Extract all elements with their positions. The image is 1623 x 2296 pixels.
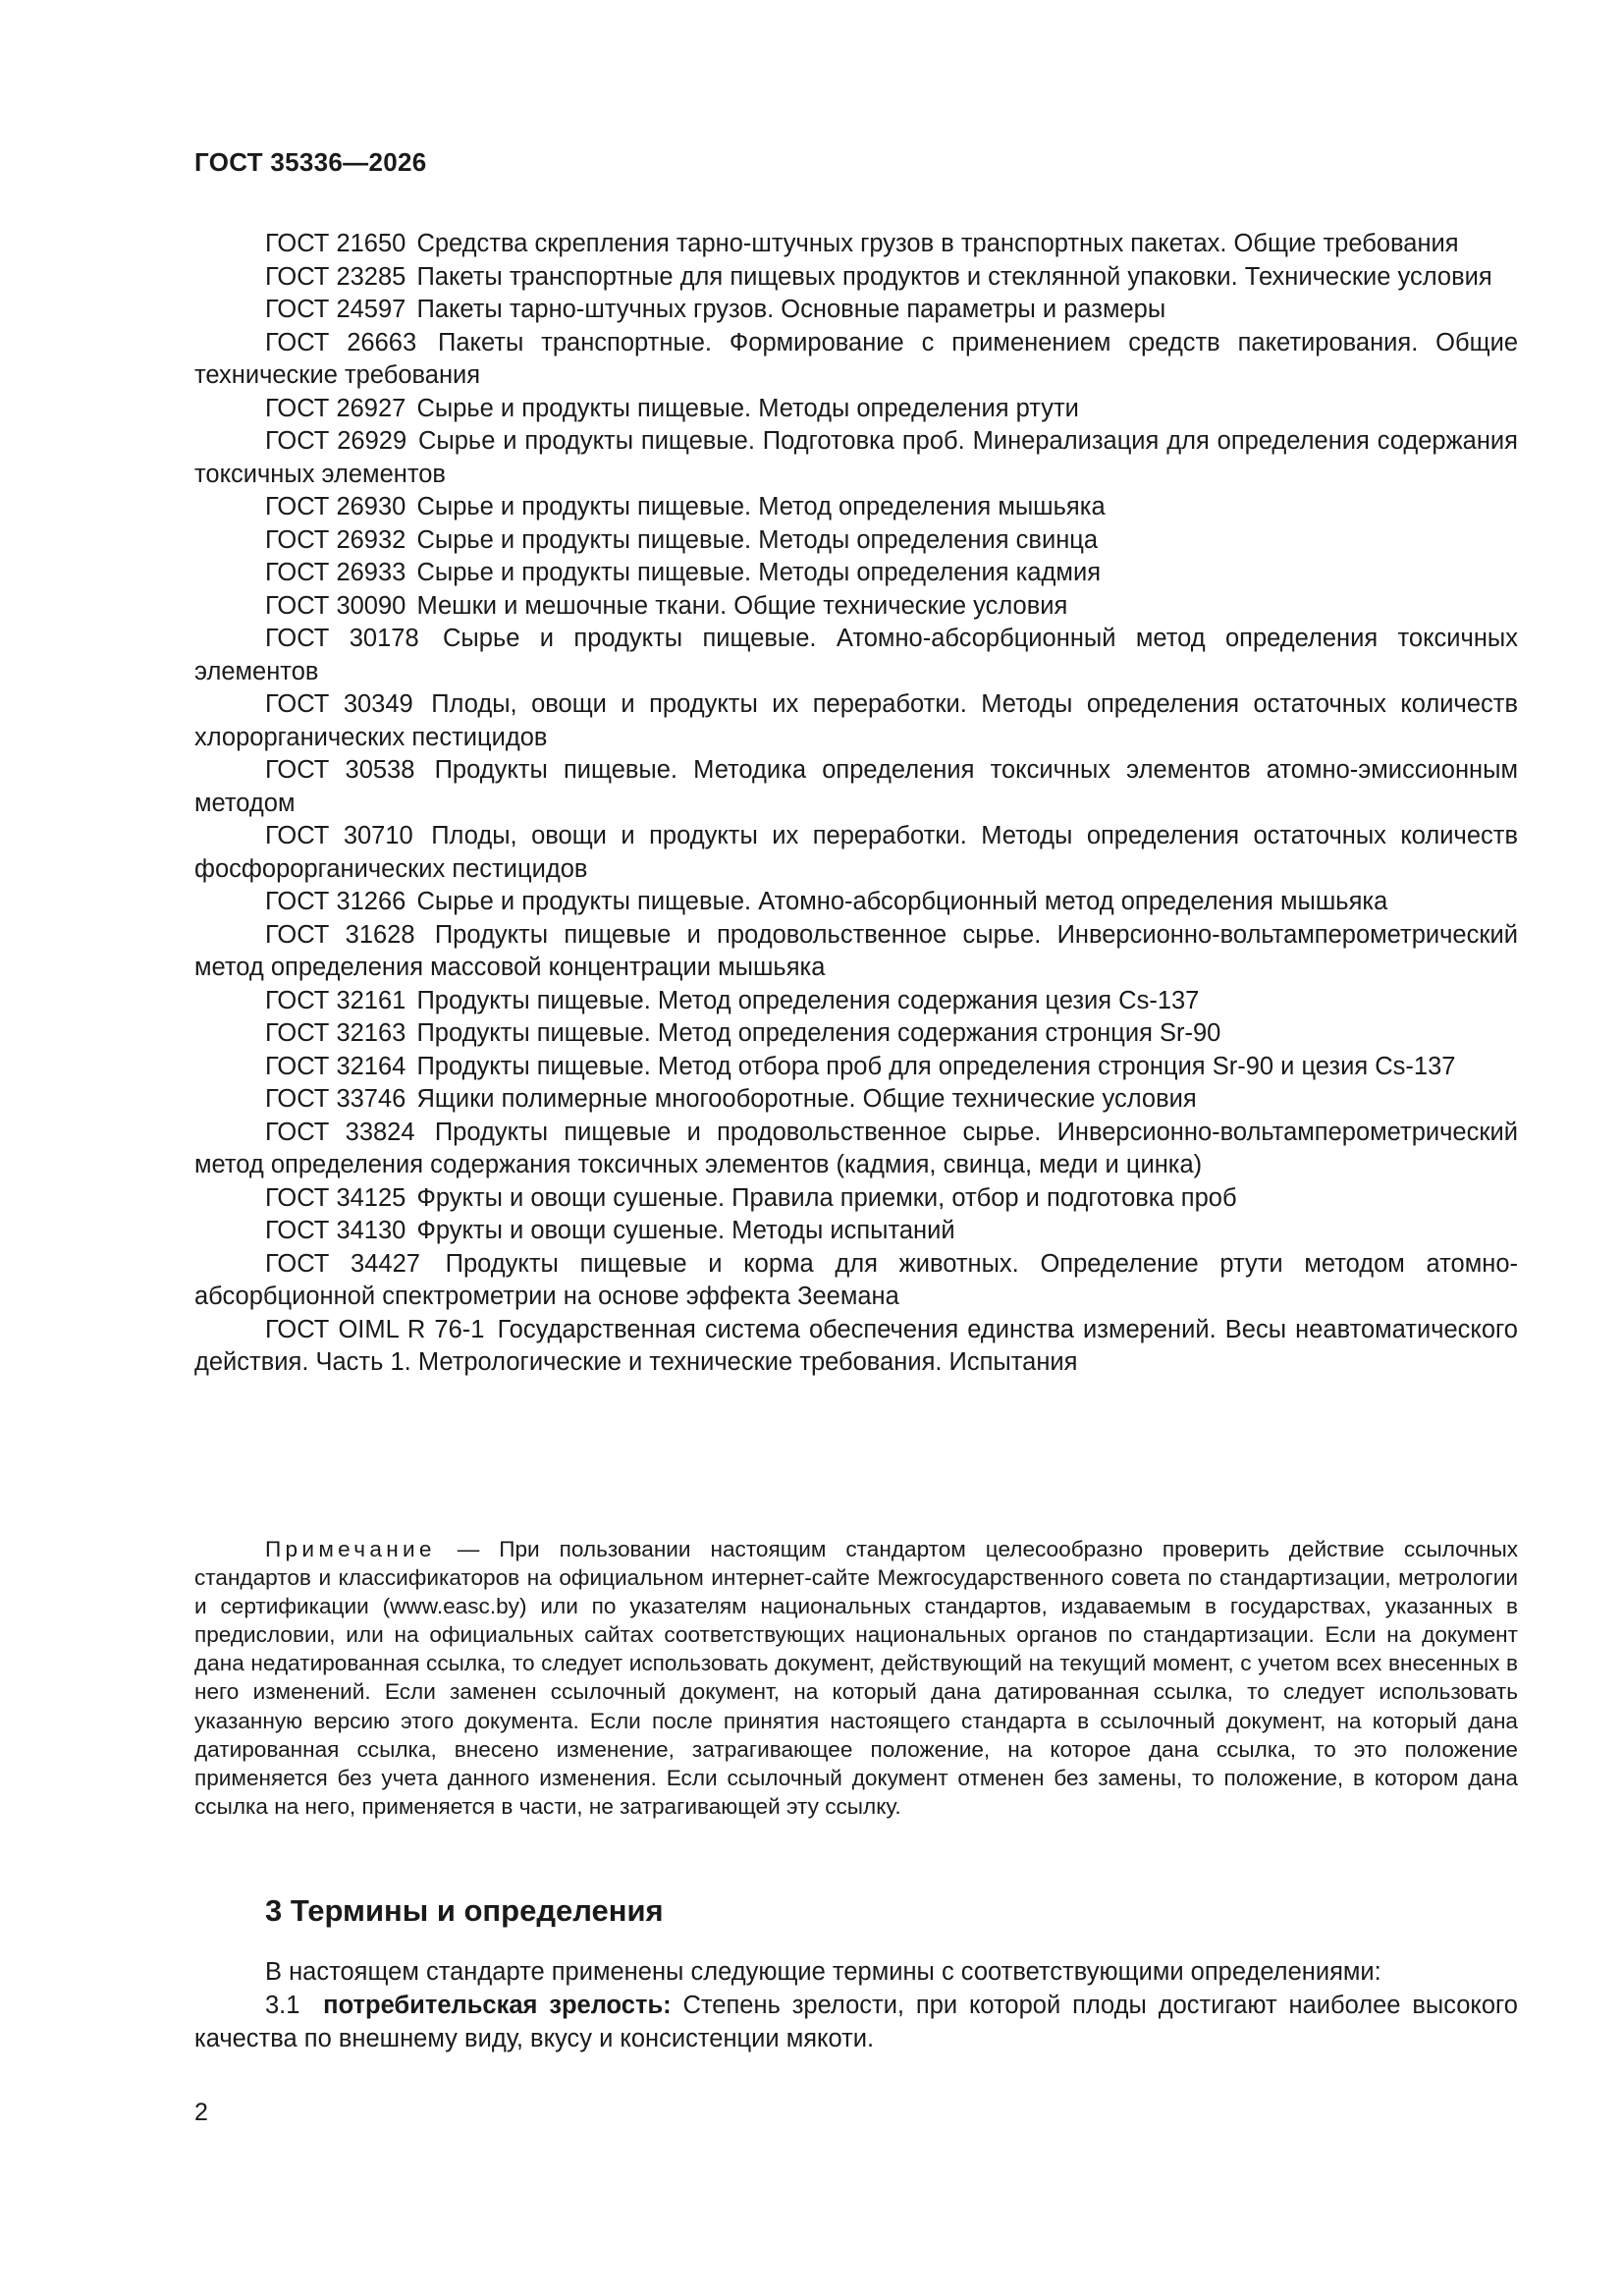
term-number: 3.1 <box>265 1992 300 2019</box>
reference-item <box>194 294 1518 327</box>
reference-code: ГОСТ 32161 <box>265 986 406 1014</box>
reference-title: Фрукты и овощи сушеные. Правила приемки, отбор и подготовка проб <box>416 1183 1237 1212</box>
reference-code: ГОСТ 34125 <box>265 1183 406 1212</box>
reference-item <box>194 1215 1518 1248</box>
reference-title: Сырье и продукты пищевые. Атомно-абсорбционный метод определения токсичных элементов <box>194 625 1518 685</box>
reference-title: Сырье и продукты пищевые. Методы определения свинца <box>416 525 1099 554</box>
reference-item <box>194 425 1518 491</box>
reference-title: Продукты пищевые и продовольственное сырье. Инверсионно-вольтамперометрический метод определения массовой концентрации мышьяка <box>194 920 1518 981</box>
section-intro: В настоящем стандарте применены следующие термины с соответствующими определениями: <box>265 1958 1381 1986</box>
reference-code: ГОСТ 30349 <box>265 690 413 718</box>
note-label: Примечание <box>265 1537 436 1561</box>
reference-item <box>194 393 1518 426</box>
reference-title: Продукты пищевые. Метод определения содержания стронция Sr-90 <box>416 1019 1221 1047</box>
reference-code: ГОСТ 31266 <box>265 888 406 915</box>
reference-item <box>194 228 1518 261</box>
reference-item <box>194 524 1518 558</box>
reference-code: ГОСТ 31628 <box>265 920 415 949</box>
reference-code: ГОСТ 26663 <box>265 328 417 356</box>
reference-code: ГОСТ 30538 <box>265 756 415 784</box>
reference-code: ГОСТ 26930 <box>265 493 406 520</box>
reference-item <box>194 590 1518 624</box>
reference-title: Сырье и продукты пищевые. Метод определения мышьяка <box>416 493 1106 520</box>
reference-title: Пакеты транспортные для пищевых продуктов и стеклянной упаковки. Технические условия <box>416 262 1492 291</box>
reference-item <box>194 688 1518 754</box>
reference-title: Продукты пищевые. Методика определения токсичных элементов атомно-эмиссионным методом <box>194 756 1518 817</box>
reference-title: Продукты пищевые. Метод определения содержания цезия Cs-137 <box>416 986 1200 1014</box>
term-text: Степень зрелости, при которой плоды достигают наиболее высокого качества по внешнему виду, вкусу и консистенции мякоти. <box>194 1992 1518 2052</box>
reference-item <box>194 919 1518 985</box>
reference-code: ГОСТ 30178 <box>265 625 419 652</box>
document-header-code: ГОСТ 35336—2026 <box>194 147 427 177</box>
reference-title: Ящики полимерные многооборотные. Общие технические условия <box>416 1085 1197 1113</box>
reference-code: ГОСТ 23285 <box>265 262 406 291</box>
reference-code: ГОСТ OIML R 76-1 <box>265 1315 485 1343</box>
reference-item <box>194 1314 1518 1380</box>
section-title: 3 Термины и определения <box>265 1893 664 1928</box>
reference-title: Пакеты тарно-штучных грузов. Основные параметры и размеры <box>416 296 1166 323</box>
reference-title: Продукты пищевые и корма для животных. Определение ртути методом атомно-абсорбционной спектрометрии на основе эффекта Зеемана <box>194 1249 1518 1310</box>
reference-code: ГОСТ 33746 <box>265 1085 406 1113</box>
reference-item <box>194 1051 1518 1084</box>
reference-item <box>194 886 1518 919</box>
reference-code: ГОСТ 21650 <box>265 230 406 257</box>
reference-code: ГОСТ 34130 <box>265 1217 406 1244</box>
reference-item <box>194 623 1518 688</box>
reference-item <box>194 327 1518 393</box>
reference-item <box>194 1117 1518 1182</box>
page-number: 2 <box>194 2099 208 2126</box>
reference-item <box>194 820 1518 886</box>
reference-code: ГОСТ 26932 <box>265 525 406 554</box>
reference-item <box>194 1017 1518 1051</box>
reference-code: ГОСТ 32163 <box>265 1019 406 1047</box>
normative-references-list <box>194 228 1518 1380</box>
reference-item <box>194 1182 1518 1216</box>
reference-code: ГОСТ 30710 <box>265 822 413 849</box>
reference-title: Государственная система обеспечения единства измерений. Весы неавтоматического действия. Часть 1. Метрологические и технические требования. Испытания <box>194 1315 1518 1376</box>
reference-title: Сырье и продукты пищевые. Методы определения кадмия <box>416 559 1102 586</box>
reference-title: Мешки и мешочные ткани. Общие технические условия <box>416 591 1068 620</box>
reference-title: Сырье и продукты пищевые. Подготовка проб. Минерализация для определения содержания токсичных элементов <box>194 427 1518 488</box>
reference-item <box>194 985 1518 1018</box>
reference-title: Плоды, овощи и продукты их переработки. Методы определения остаточных количеств хлорорганических пестицидов <box>194 690 1518 751</box>
reference-title: Сырье и продукты пищевые. Методы определения ртути <box>416 394 1079 422</box>
reference-title: Средства скрепления тарно-штучных грузов в транспортных пакетах. Общие требования <box>416 230 1459 257</box>
reference-code: ГОСТ 34427 <box>265 1249 420 1278</box>
reference-code: ГОСТ 30090 <box>265 591 406 620</box>
reference-code: ГОСТ 33824 <box>265 1118 415 1146</box>
term-definition <box>194 1990 1518 2055</box>
note-text: — При пользовании настоящим стандартом целесообразно проверить действие ссылочных стандартов и классификаторов на официальном интернет-сайте Межгосударственного совета по стандартизации, метрологии и сертификации (www.easc.by) или по указателям национальных стандартов, издаваемым в государствах, указанных в предисловии, или на официальных сайтах соответствующих национальных органов по стандартизации. Если на документ дана недатированная ссылка, то следует использовать документ, действующий на текущий момент, с учетом всех внесенных в него изменений. Если заменен ссылочный документ, на который дана датированная ссылка, то следует использовать указанную версию этого документа. Если после принятия настоящего стандарта в ссылочный документ, на который дана датированная ссылка, внесено изменение, затрагивающее положение, на которое дана ссылка, то это положение применяется без учета данного изменения. Если ссылочный документ отменен без замены, то положение, в котором дана ссылка на него, применяется в части, не затрагивающей эту ссылку. <box>194 1537 1519 1819</box>
reference-code: ГОСТ 26929 <box>265 427 407 455</box>
reference-item <box>194 754 1518 820</box>
reference-title: Продукты пищевые. Метод отбора проб для определения стронция Sr-90 и цезия Cs-137 <box>416 1052 1456 1080</box>
reference-title: Плоды, овощи и продукты их переработки. Методы определения остаточных количеств фосфорорганических пестицидов <box>194 822 1518 883</box>
reference-item <box>194 491 1518 524</box>
term-name: потребительская зрелость: <box>323 1992 672 2019</box>
reference-title: Фрукты и овощи сушеные. Методы испытаний <box>416 1217 955 1244</box>
reference-code: ГОСТ 32164 <box>265 1052 406 1080</box>
note-paragraph <box>194 1535 1518 1821</box>
reference-title: Пакеты транспортные. Формирование с применением средств пакетирования. Общие технические требования <box>194 328 1519 389</box>
reference-item <box>194 261 1518 295</box>
reference-item <box>194 1248 1518 1314</box>
reference-code: ГОСТ 24597 <box>265 296 406 323</box>
reference-item <box>194 1083 1518 1117</box>
reference-code: ГОСТ 26927 <box>265 394 406 422</box>
reference-title: Продукты пищевые и продовольственное сырье. Инверсионно-вольтамперометрический метод определения содержания токсичных элементов (кадмия, свинца, меди и цинка) <box>194 1118 1518 1178</box>
reference-code: ГОСТ 26933 <box>265 559 406 586</box>
reference-title: Сырье и продукты пищевые. Атомно-абсорбционный метод определения мышьяка <box>416 888 1388 915</box>
reference-item <box>194 557 1518 590</box>
